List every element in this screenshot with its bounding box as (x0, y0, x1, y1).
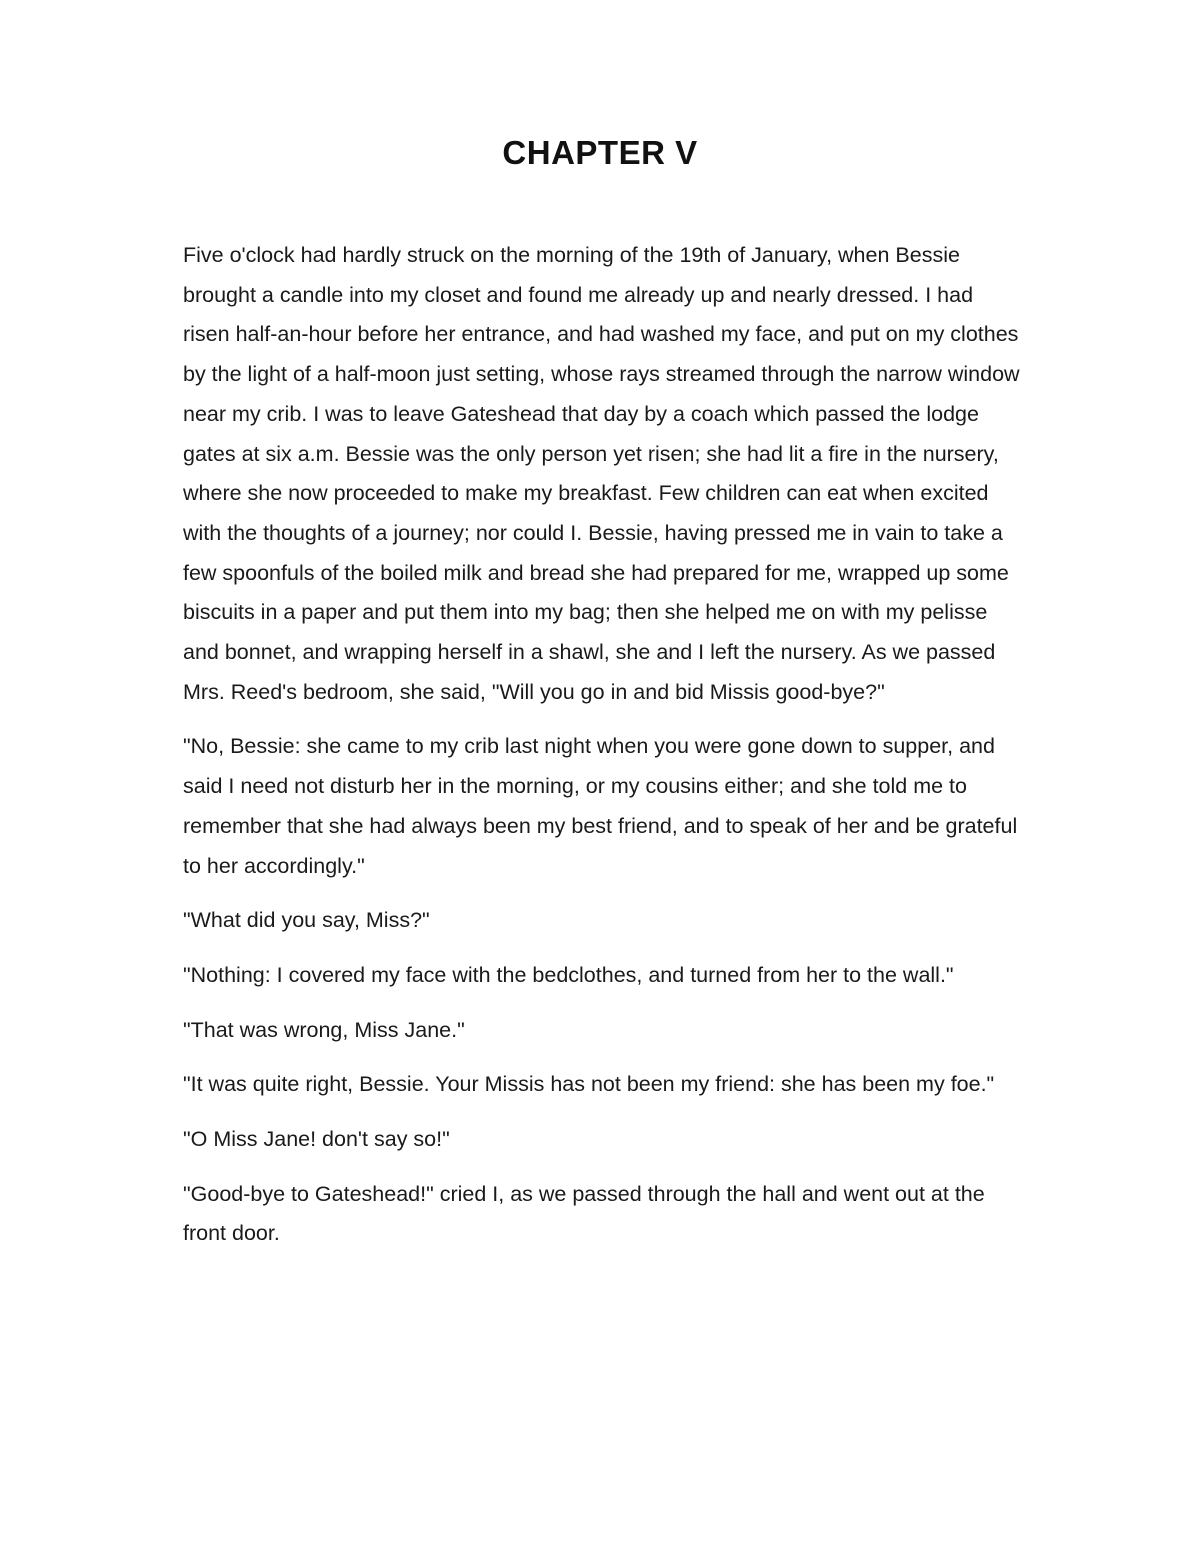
chapter-title: CHAPTER V (502, 134, 698, 171)
paragraph: "O Miss Jane! don't say so!" (183, 1127, 450, 1152)
paragraph: "Good-bye to Gateshead!" cried I, as we passed through the hall and went out at the front door. (183, 1181, 985, 1246)
paragraph: "What did you say, Miss?" (183, 908, 430, 933)
chapter-body (183, 236, 1023, 1269)
paragraph: "Nothing: I covered my face with the bedclothes, and turned from her to the wall." (183, 962, 954, 987)
paragraph: "No, Bessie: she came to my crib last night when you were gone down to supper, and said I need not disturb her in the morning, or my cousins either; and she told me to remember that she had always been my best friend, and to speak of her and be grateful to her accordingly." (183, 734, 1018, 878)
paragraph: "That was wrong, Miss Jane." (183, 1017, 465, 1042)
paragraph: Five o'clock had hardly struck on the morning of the 19th of January, when Bessie brought a candle into my closet and found me already up and nearly dressed. I had risen half-an-hour before her entrance, and had washed my face, and put on my clothes by the light of a half-moon just setting, whose rays streamed through the narrow window near my crib. I was to leave Gateshead that day by a coach which passed the lodge gates at six a.m. Bessie was the only person yet risen; she had lit a fire in the nursery, where she now proceeded to make my breakfast. Few children can eat when excited with the thoughts of a journey; nor could I. Bessie, having pressed me in vain to take a few spoonfuls of the boiled milk and bread she had prepared for me, wrapped up some biscuits in a paper and put them into my bag; then she helped me on with my pelisse and bonnet, and wrapping herself in a shawl, she and I left the nursery. As we passed Mrs. Reed's bedroom, she said, "Will you go in and bid Missis good-bye?" (183, 243, 1020, 704)
paragraph: "It was quite right, Bessie. Your Missis has not been my friend: she has been my foe." (183, 1072, 995, 1097)
